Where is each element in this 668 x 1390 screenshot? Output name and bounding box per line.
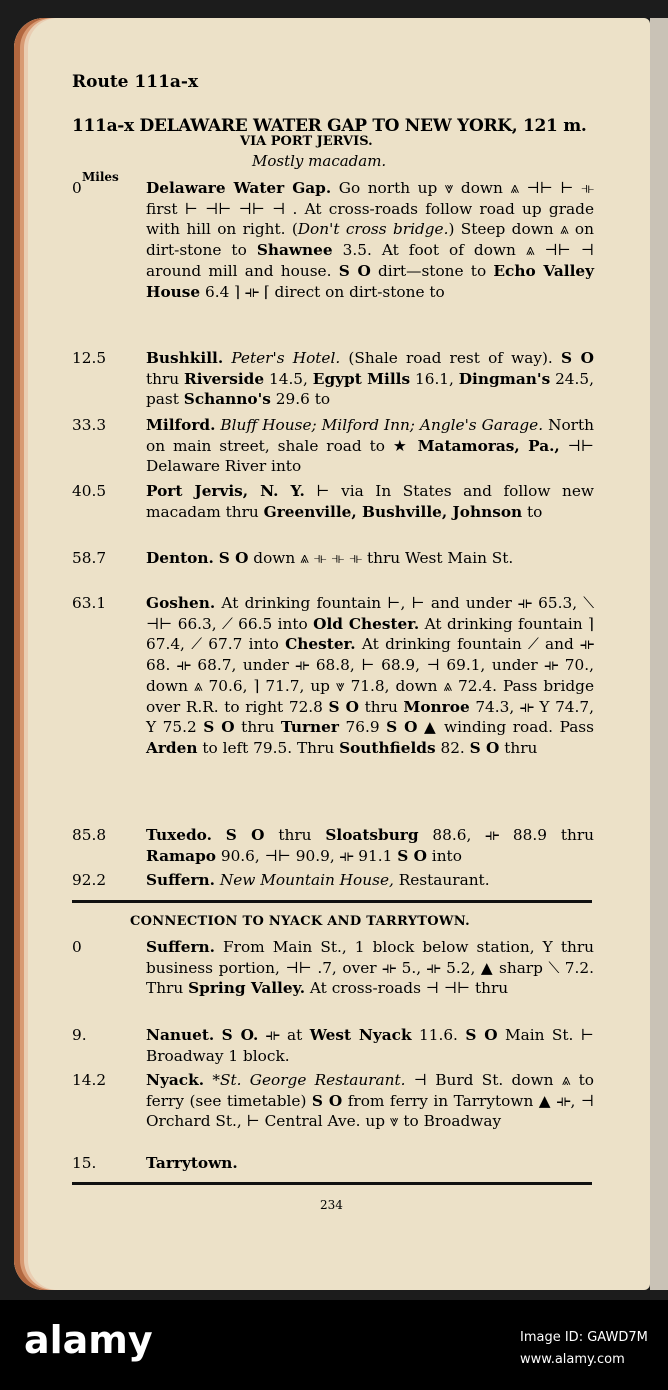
- road-surface-note: Mostly macadam.: [252, 152, 387, 170]
- entry-text: Delaware Water Gap. Go north up ⩔ down ⩓ ⊣⊢ ⊢ ⟛ first ⊢ ⊣⊢ ⊣⊢ ⊣ . At cross-roads follow road up grade with hill on right. (Don't cross bridge.) Steep down ⩓ on dirt-stone to Shawnee 3.5. At foot of down ⩓ ⊣⊢ ⊣ around mill and house. S O dirt—stone to Echo Valley House 6.4 ⌉ ⟛ ⌈ direct on dirt-stone to: [146, 179, 595, 301]
- mileage: 92.2: [72, 871, 107, 889]
- connection-entry: [72, 1153, 594, 1174]
- entry-text: Bushkill. Peter's Hotel. (Shale road rest of way). S O thru Riverside 14.5, Egypt Mills 16.1, Dingman's 24.5, past Schanno's 29.6 to: [146, 349, 594, 409]
- entry-text: Nanuet. S O. ⟛ at West Nyack 11.6. S O Main St. ⊢ Broadway 1 block.: [146, 1026, 594, 1065]
- mileage: 14.2: [72, 1071, 107, 1089]
- route-entry: [72, 825, 594, 866]
- section-divider: [72, 900, 592, 903]
- entry-text: Suffern. New Mountain House, Restaurant.: [146, 871, 490, 889]
- route-entry: [72, 348, 594, 410]
- page-number: 234: [320, 1198, 343, 1212]
- route-entry: [72, 870, 594, 891]
- footer-url: www.alamy.com: [520, 1352, 625, 1367]
- route-label: Route 111a-x: [72, 72, 199, 92]
- connection-entry: [72, 1070, 594, 1132]
- mileage: 85.8: [72, 826, 107, 844]
- mileage: 63.1: [72, 594, 107, 612]
- connection-entry: [72, 1025, 594, 1066]
- connection-title: CONNECTION TO NYACK AND TARRYTOWN.: [130, 914, 470, 929]
- entry-text: Tarrytown.: [146, 1154, 238, 1172]
- entry-text: Tuxedo. S O thru Sloatsburg 88.6, ⟛ 88.9 thru Ramapo 90.6, ⊣⊢ 90.9, ⟛ 91.1 S O into: [146, 826, 594, 865]
- route-entry: [72, 415, 594, 477]
- route-title: 111a-x DELAWARE WATER GAP TO NEW YORK, 121 m.: [72, 116, 587, 136]
- mileage: 58.7: [72, 549, 107, 567]
- entry-text: Nyack. *St. George Restaurant. ⊣ Burd St. down ⩓ to ferry (see timetable) S O from ferry in Tarrytown ▲ ⟛, ⊣ Orchard St., ⊢ Central Ave. up ⩔ to Broadway: [146, 1071, 595, 1131]
- page-gutter: [650, 18, 668, 1290]
- footer-brand: alamy: [24, 1318, 153, 1362]
- entry-text: Denton. S O down ⩓ ⟛ ⟛ ⟛ thru West Main St.: [146, 549, 514, 567]
- route-entry: [72, 481, 594, 522]
- mileage: 33.3: [72, 416, 107, 434]
- bottom-divider: [72, 1182, 592, 1185]
- entry-text: Port Jervis, N. Y. ⊢ via In States and follow new macadam thru Greenville, Bushville, Johnson to: [146, 482, 594, 521]
- route-entry: [72, 548, 594, 569]
- mileage: 9.: [72, 1026, 87, 1044]
- entry-text: Goshen. At drinking fountain ⊢, ⊢ and under ⟛ 65.3, ⟍ ⊣⊢ 66.3, ⟋ 66.5 into Old Chester. At drinking fountain ⌉ 67.4, ⟋ 67.7 into Chester. At drinking fountain ⟋ and ⟛ 68. ⟛ 68.7, under ⟛ 68.8, ⊢ 68.9, ⊣ 69.1, under ⟛ 70., down ⩓ 70.6, ⌉ 71.7, up ⩔ 71.8, down ⩓ 72.4. Pass bridge over R.R. to right 72.8 S O thru Monroe 74.3, ⟛ Y 74.7, Y 75.2 S O thru Turner 76.9 S O ▲ winding road. Pass Arden to left 79.5. Thru Southfields 82. S O thru: [146, 594, 595, 757]
- miles-header: Miles: [82, 170, 119, 184]
- route-entry: [72, 593, 594, 759]
- footer-image-id: Image ID: GAWD7M: [520, 1330, 648, 1345]
- mileage: 15.: [72, 1154, 97, 1172]
- route-entry: [72, 178, 594, 302]
- mileage: 12.5: [72, 349, 107, 367]
- connection-entry: [72, 937, 594, 999]
- mileage: 0: [72, 179, 82, 197]
- entry-text: Milford. Bluff House; Milford Inn; Angle's Garage. North on main street, shale road to ★ Matamoras, Pa., ⊣⊢ Delaware River into: [146, 416, 594, 476]
- entry-text: Suffern. From Main St., 1 block below station, Y thru business portion, ⊣⊢ .7, over ⟛ 5., ⟛ 5.2, ▲ sharp ⟍ 7.2. Thru Spring Valley. At cross-roads ⊣ ⊣⊢ thru: [146, 938, 594, 998]
- mileage: 40.5: [72, 482, 107, 500]
- mileage: 0: [72, 938, 82, 956]
- route-subtitle: VIA PORT JERVIS.: [240, 134, 373, 149]
